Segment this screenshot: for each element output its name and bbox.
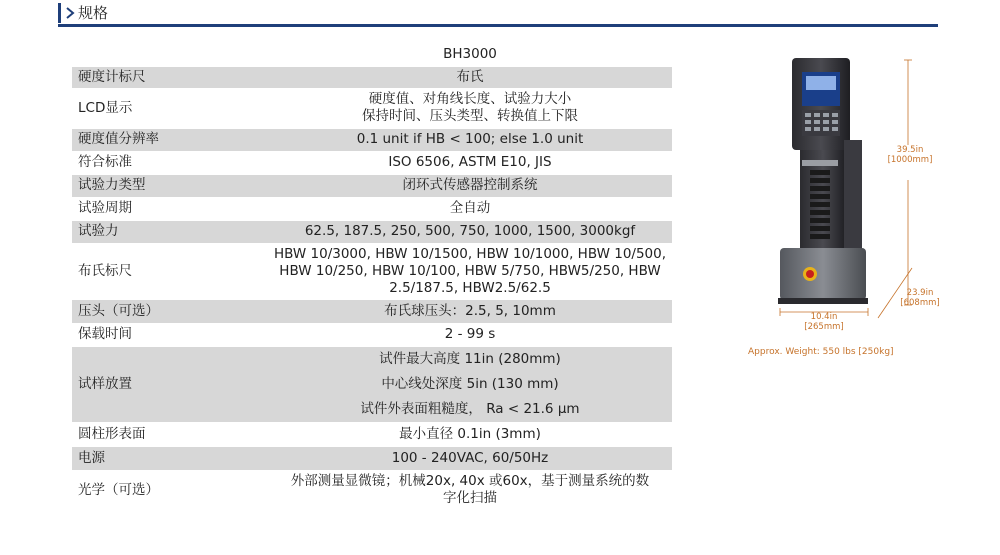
value-line: 布氏 (456, 68, 484, 85)
table-row (72, 243, 672, 299)
table-row (72, 220, 672, 243)
row-value (268, 151, 672, 174)
row-label: 硬度计标尺 (72, 66, 268, 88)
value-line: HBW 10/250, HBW 10/100, HBW 5/750, HBW5/250, HBW (279, 262, 661, 279)
row-label: 试验力 (72, 220, 268, 243)
section-title: 规格 (78, 4, 109, 22)
row-value (268, 346, 672, 422)
value-line: 试件最大高度 11in (280mm) (379, 350, 561, 367)
value-line: 全自动 (449, 200, 491, 216)
row-label: 试样放置 (72, 346, 268, 422)
row-value (268, 220, 672, 243)
value-line: 外部测量显微镜；机械20x, 40x 或60x，基于测量系统的数 (290, 473, 650, 490)
table-row (72, 128, 672, 151)
table-row (72, 88, 672, 128)
value-line: 最小直径 0.1in (3mm) (399, 425, 541, 442)
product-figure (740, 40, 980, 370)
table-row (72, 299, 672, 323)
table-row (72, 66, 672, 88)
row-label: 布氏标尺 (72, 243, 268, 299)
row-value (268, 174, 672, 197)
table-row (72, 446, 672, 470)
table-row (72, 422, 672, 446)
row-value (268, 243, 672, 299)
weight-caption: Approx. Weight: 550 lbs [250kg] (748, 347, 894, 357)
value-line: 保持时间、压头类型、转换值上下限 (362, 108, 578, 124)
value-line: 2 - 99 s (444, 326, 496, 342)
table-row (72, 323, 672, 346)
value-line: 62.5, 187.5, 250, 500, 750, 1000, 1500, 3000kgf (304, 223, 636, 239)
value-line: 100 - 240VAC, 60/50Hz (391, 449, 549, 466)
row-label: LCD显示 (72, 88, 268, 128)
value-line: 0.1 unit if HB < 100; else 1.0 unit (356, 131, 584, 147)
table-row (72, 470, 672, 510)
model-name: BH3000 (268, 44, 672, 66)
row-value (268, 197, 672, 220)
width-dimension: 10.4in [265mm] (804, 312, 844, 332)
table-row (72, 151, 672, 174)
row-value (268, 66, 672, 88)
header-accent-bar (58, 3, 61, 23)
height-dimension: 39.5in [1000mm] (887, 145, 933, 165)
row-value (268, 323, 672, 346)
row-value (268, 88, 672, 128)
value-line: 闭环式传感器控制系统 (402, 177, 538, 193)
row-label: 电源 (72, 446, 268, 470)
row-label: 光学（可选） (72, 470, 268, 510)
row-value (268, 422, 672, 446)
value-line: 布氏球压头：2.5, 5, 10mm (384, 302, 556, 319)
row-label: 符合标准 (72, 151, 268, 174)
row-label: 硬度值分辨率 (72, 128, 268, 151)
row-value (268, 128, 672, 151)
value-line: HBW 10/3000, HBW 10/1500, HBW 10/1000, HBW 10/500, (273, 245, 667, 262)
row-label: 压头（可选） (72, 299, 268, 323)
row-label: 圆柱形表面 (72, 422, 268, 446)
value-line: 试件外表面粗糙度， Ra < 21.6 µm (360, 400, 580, 417)
value-line: 中心线处深度 5in (130 mm) (381, 375, 559, 392)
chevron-right-icon (64, 6, 76, 20)
table-row (72, 174, 672, 197)
table-row (72, 346, 672, 422)
value-line: 2.5/187.5, HBW2.5/62.5 (389, 279, 551, 296)
value-line: ISO 6506, ASTM E10, JIS (388, 154, 552, 170)
row-label: 保载时间 (72, 323, 268, 346)
row-value (268, 470, 672, 510)
table-row (72, 197, 672, 220)
row-value (268, 299, 672, 323)
value-line: 硬度值、对角线长度、试验力大小 (368, 91, 572, 107)
spec-table (72, 44, 672, 510)
row-label: 试验力类型 (72, 174, 268, 197)
row-value (268, 446, 672, 470)
value-line: 字化扫描 (443, 490, 497, 507)
header-underline (58, 24, 938, 27)
section-header (58, 0, 938, 28)
row-label: 试验周期 (72, 197, 268, 220)
depth-dimension: 23.9in [608mm] (900, 288, 940, 308)
table-header-row (72, 44, 672, 66)
